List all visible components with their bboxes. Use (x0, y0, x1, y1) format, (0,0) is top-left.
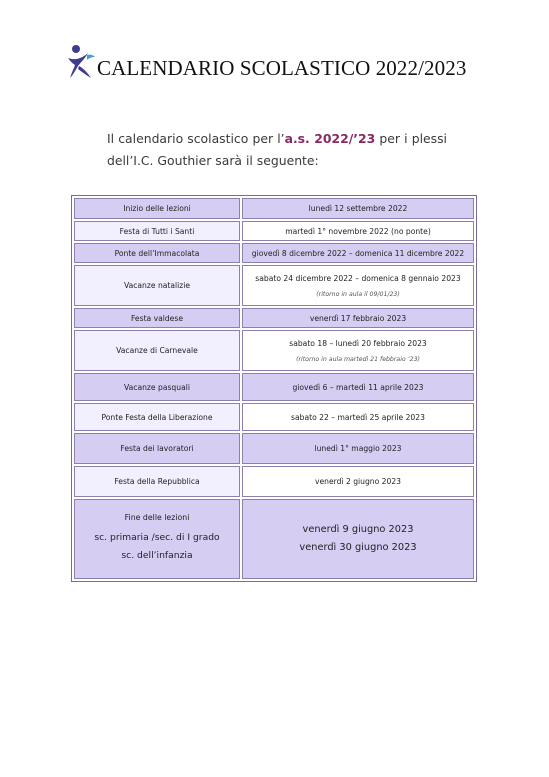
event-note: (ritorno in aula il 09/01/23) (316, 290, 400, 298)
event-date-cell (242, 265, 474, 306)
event-date: giovedì 8 dicembre 2022 – domenica 11 dicembre 2022 (242, 243, 474, 263)
end-of-lessons-dates-cell (242, 499, 474, 579)
table-row (74, 308, 474, 328)
event-date: lunedì 1° maggio 2023 (242, 433, 474, 464)
event-label: Vacanze di Carnevale (74, 330, 240, 371)
table-row (74, 198, 474, 219)
event-label: Festa di Tutti i Santi (74, 221, 240, 241)
school-logo-icon (66, 44, 96, 80)
intro-text-after: per i plessi dell’I.C. Gouthier sarà il seguente: (107, 131, 447, 169)
event-label: Ponte Festa della Liberazione (74, 403, 240, 431)
event-date: lunedì 12 settembre 2022 (242, 198, 474, 219)
infancy-end-date: venerdì 30 giugno 2023 (299, 542, 417, 553)
school-year-highlight: a.s. 2022/’23 (284, 131, 376, 147)
event-date: martedì 1° novembre 2022 (no ponte) (242, 221, 474, 241)
table-row (74, 466, 474, 497)
end-of-lessons-title: Fine delle lezioni (124, 513, 190, 522)
primary-secondary-end-date: venerdì 9 giugno 2023 (302, 524, 414, 535)
table-row (74, 330, 474, 371)
end-of-lessons-label-cell (74, 499, 240, 579)
event-label: Vacanze pasquali (74, 373, 240, 401)
intro-text-before: Il calendario scolastico per l’ (107, 131, 285, 147)
event-label: Ponte dell’Immacolata (74, 243, 240, 263)
table-row (74, 243, 474, 263)
infancy-label: sc. dell’infanzia (121, 550, 193, 561)
event-label: Festa dei lavoratori (74, 433, 240, 464)
event-date: venerdì 17 febbraio 2023 (242, 308, 474, 328)
table-row (74, 265, 474, 306)
table-row (74, 433, 474, 464)
event-label: Inizio delle lezioni (74, 198, 240, 219)
intro-paragraph (107, 128, 447, 172)
table-row-end-of-lessons (74, 499, 474, 579)
event-date: giovedì 6 – martedì 11 aprile 2023 (242, 373, 474, 401)
event-date: venerdì 2 giugno 2023 (242, 466, 474, 497)
page-title: CALENDARIO SCOLASTICO 2022/2023 (97, 56, 467, 80)
table-row (74, 403, 474, 431)
event-date: sabato 18 – lunedì 20 febbraio 2023 (289, 338, 427, 348)
event-label: Festa della Repubblica (74, 466, 240, 497)
event-date-cell (242, 330, 474, 371)
table-row (74, 373, 474, 401)
event-date: sabato 24 dicembre 2022 – domenica 8 gennaio 2023 (255, 273, 461, 283)
calendar-table (71, 195, 477, 582)
event-label: Vacanze natalizie (74, 265, 240, 306)
event-label: Festa valdese (74, 308, 240, 328)
event-note: (ritorno in aula martedì 21 febbraio ’23) (296, 355, 420, 363)
primary-secondary-label: sc. primaria /sec. di I grado (94, 532, 220, 543)
table-row (74, 221, 474, 241)
event-date: sabato 22 – martedì 25 aprile 2023 (242, 403, 474, 431)
